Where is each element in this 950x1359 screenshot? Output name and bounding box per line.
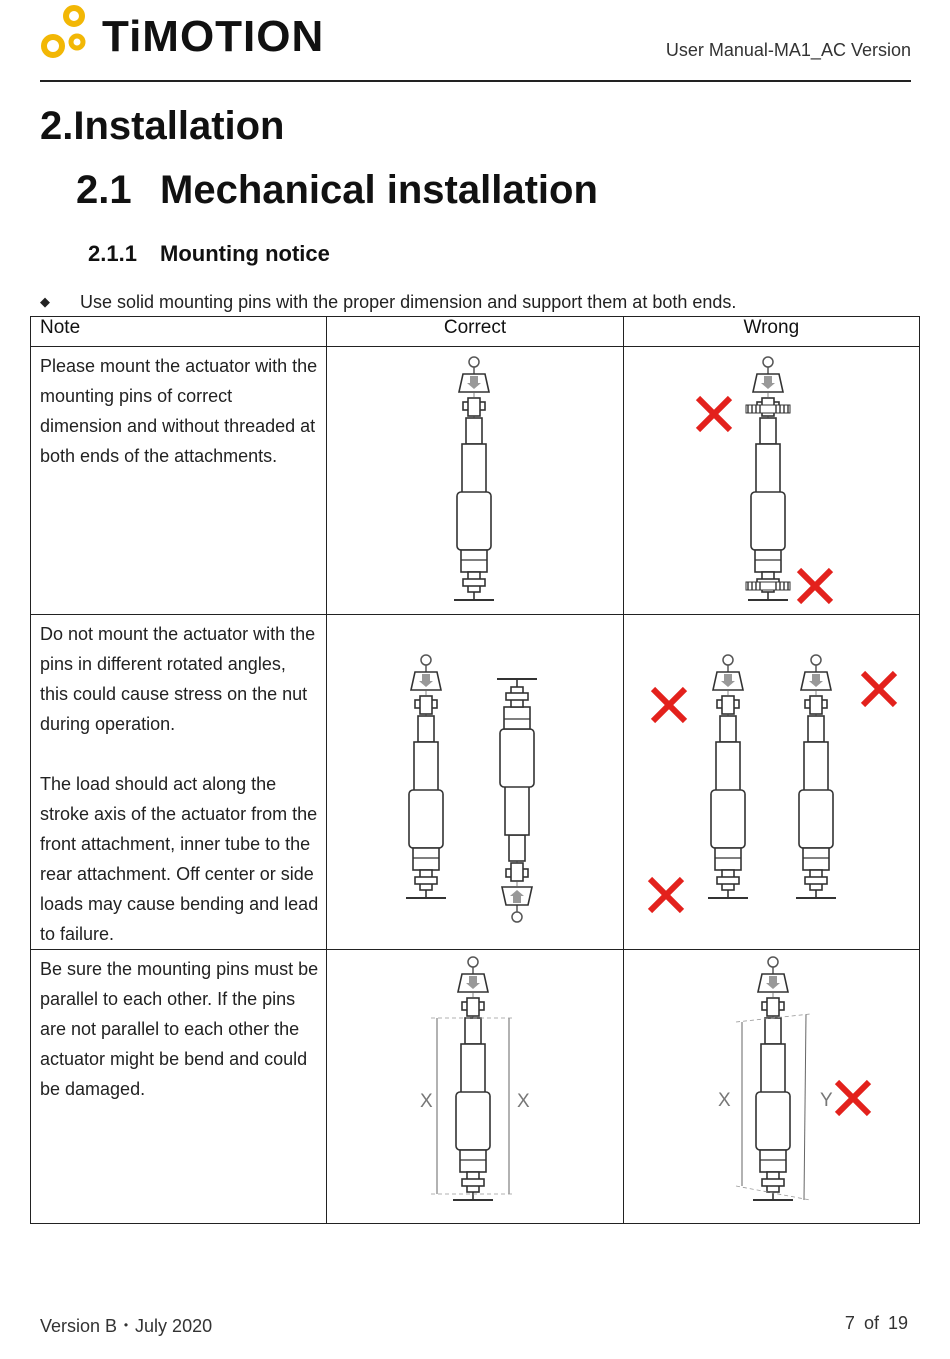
logo-wordmark: TiMOTION (102, 12, 325, 61)
document-title: User Manual-MA1_AC Version (665, 40, 911, 60)
subsection-number: 2.1 (76, 168, 132, 212)
table-header-row (31, 317, 920, 347)
inverted-actuator-drawing (497, 679, 537, 922)
table-row (31, 950, 920, 1224)
wrong-x-icon (698, 398, 730, 430)
column-header-wrong: Wrong (623, 317, 919, 347)
page-header (40, 0, 911, 82)
subsection-title: Mechanical installation (160, 168, 598, 212)
dimension-label: Y (819, 1090, 833, 1111)
mounting-notice-table (30, 316, 920, 1224)
wrong-mounting-figure (624, 950, 920, 1223)
wrong-mounting-figure (624, 347, 920, 614)
correct-figure-cell (327, 615, 623, 950)
wrong-x-icon (837, 1082, 869, 1114)
page-current: 7 (844, 1313, 855, 1333)
subsubsection-title: Mounting notice (160, 241, 330, 266)
dimension-label: X (517, 1091, 531, 1112)
note-text: Do not mount the actuator with the pins in different rotated angles, this could cause stress on the nut during operation. (40, 624, 316, 734)
bullet-item (40, 292, 736, 313)
diamond-bullet-icon: ◆ (40, 294, 50, 309)
table-row (31, 615, 920, 950)
actuator-drawing (406, 655, 446, 898)
actuator-drawing (708, 655, 748, 898)
correct-mounting-figure (327, 950, 623, 1223)
wrong-figure-cell (623, 950, 919, 1224)
table-row (31, 347, 920, 615)
note-text: Be sure the mounting pins must be parallel to each other. If the pins are not parallel to each other the actuator might be bend and could be damaged. (40, 959, 319, 1099)
wrong-x-icon (863, 673, 895, 705)
dimension-label: X (420, 1091, 434, 1112)
wrong-x-icon (653, 689, 685, 721)
subsubsection-number: 2.1.1 (88, 241, 137, 266)
note-text: Please mount the actuator with the mounting pins of correct dimension and without threaded at both ends of the attachments. (40, 356, 318, 466)
actuator-drawing (454, 357, 494, 600)
timotion-logo (40, 2, 325, 66)
wrong-mounting-figure (624, 615, 920, 945)
note-cell (31, 615, 327, 950)
correct-figure-cell (327, 950, 623, 1224)
note-text: The load should act along the stroke axis of the actuator from the front attachment, inner tube to the rear attachment. Off center or side loads may cause bending and lead to failure. (40, 774, 319, 944)
note-cell (31, 950, 327, 1224)
section-heading: 2.Installation (40, 104, 285, 148)
actuator-drawing (796, 655, 836, 898)
correct-mounting-figure (327, 615, 623, 945)
bullet-text: Use solid mounting pins with the proper dimension and support them at both ends. (80, 292, 737, 312)
column-header-note: Note (31, 317, 327, 347)
dimension-label: X (717, 1090, 731, 1111)
page-total: 19 (887, 1313, 908, 1333)
page-of: of (863, 1313, 879, 1333)
note-cell (31, 347, 327, 615)
threaded-pin-drawing (746, 405, 790, 413)
subsubsection-heading (88, 241, 330, 267)
correct-mounting-figure (327, 347, 623, 614)
actuator-drawing (753, 957, 793, 1200)
actuator-drawing (748, 357, 788, 600)
footer-page-number (843, 1313, 910, 1334)
footer-version: Version B・July 2020 (40, 1316, 213, 1336)
wrong-x-icon (650, 879, 682, 911)
actuator-drawing (453, 957, 493, 1200)
correct-figure-cell (327, 347, 623, 615)
wrong-figure-cell (623, 347, 919, 615)
wrong-x-icon (799, 570, 831, 602)
wrong-figure-cell (623, 615, 919, 950)
column-header-correct: Correct (327, 317, 623, 347)
subsection-heading (76, 168, 598, 213)
threaded-pin-drawing (746, 582, 790, 590)
logo-mark-icon (40, 2, 100, 66)
